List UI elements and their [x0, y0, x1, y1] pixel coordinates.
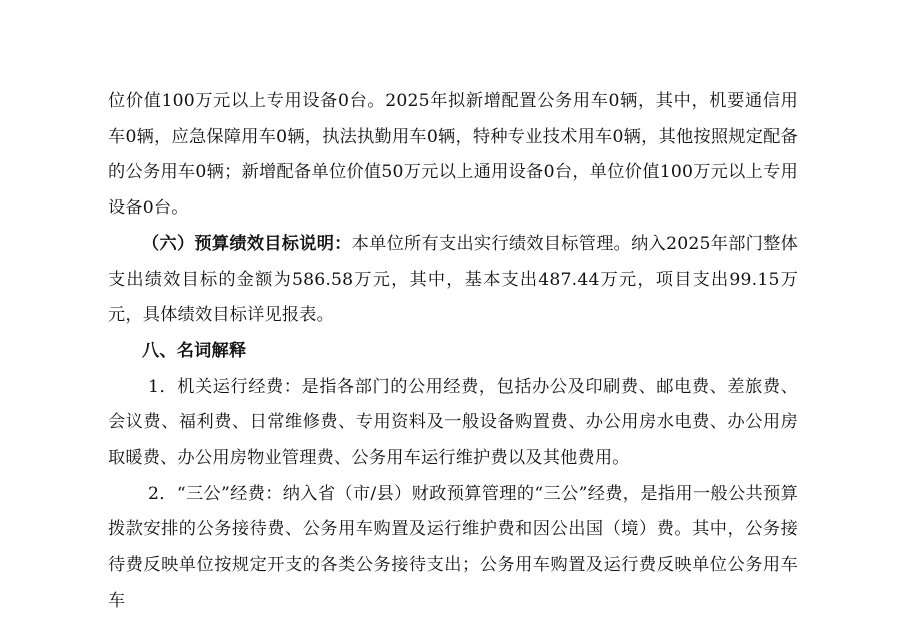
paragraph-performance-goals [108, 227, 798, 334]
paragraph-term-three-public-costs: 2．“三公”经费：纳入省（市/县）财政预算管理的“三公”经费，是指用一般公共预算拨款安排的公务接待费、公务用车购置及运行维护费和因公出国（境）费。其中，公务接待费反映单位按规定开支的各类公务接待支出；公务用车购置及运行费反映单位公务用车车 [108, 483, 798, 611]
performance-goals-title: （六）预算绩效目标说明： [142, 233, 352, 254]
paragraph-term-operating-costs: 1．机关运行经费：是指各部门的公用经费，包括办公及印刷费、邮电费、差旅费、会议费、福利费、日常维修费、专用资料及一般设备购置费、办公用房水电费、办公用房取暖费、办公用房物业管理费、公务用车运行维护费以及其他费用。 [108, 376, 798, 469]
document-body [108, 84, 798, 620]
section-heading-terms: 八、名词解释 [142, 340, 247, 361]
performance-goals-body: 本单位所有支出实行绩效目标管理。纳入2025年部门整体支出绩效目标的金额为586.58万元，其中，基本支出487.44万元，项目支出99.15万元，具体绩效目标详见报表。 [108, 233, 798, 326]
paragraph-equipment-continued: 位价值100万元以上专用设备0台。2025年拟新增配置公务用车0辆，其中，机要通信用车0辆，应急保障用车0辆，执法执勤用车0辆，特种专业技术用车0辆，其他按照规定配备的公务用车0辆；新增配备单位价值50万元以上通用设备0台，单位价值100万元以上专用设备0台。 [108, 91, 798, 219]
